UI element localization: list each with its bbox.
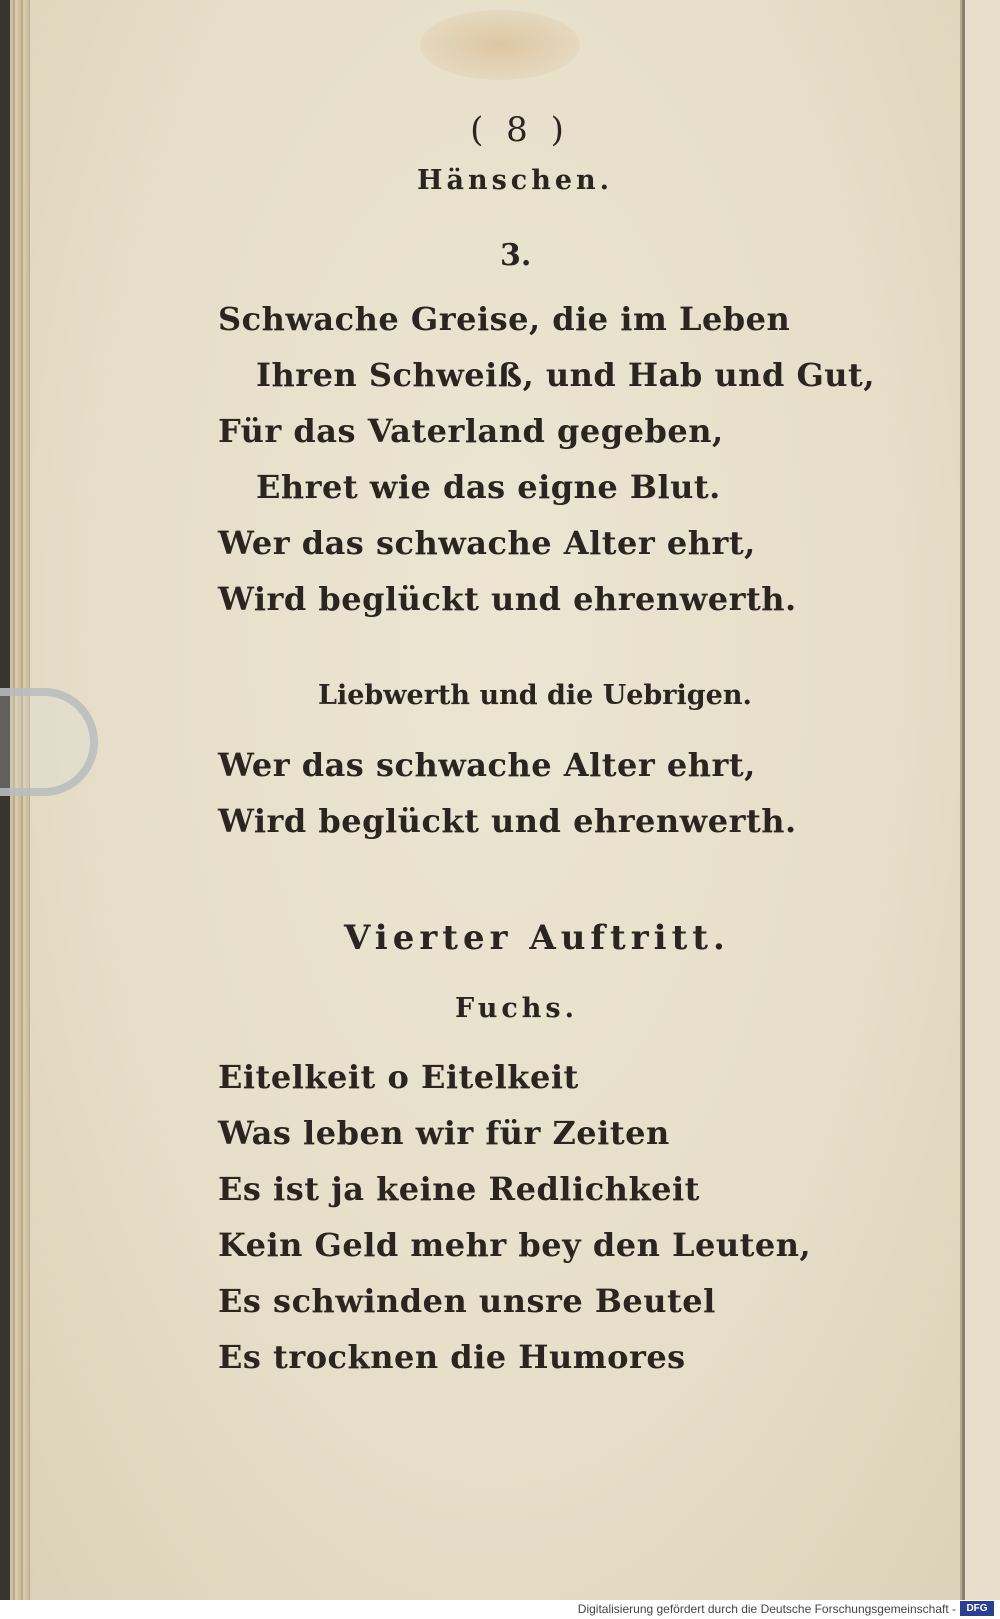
page-number: ( 8 ) xyxy=(470,110,570,150)
song-line: Es schwinden unsre Beutel xyxy=(218,1282,716,1320)
speaker-liebwerth: Liebwerth und die Uebrigen. xyxy=(318,680,752,711)
stanza-line: Ihren Schweiß, und Hab und Gut, xyxy=(256,356,875,394)
stanza-line: Wer das schwache Alter ehrt, xyxy=(218,524,756,562)
scene-heading: Vierter Auftritt. xyxy=(344,918,730,958)
song-line: Eitelkeit o Eitelkeit xyxy=(218,1058,579,1096)
chorus-line: Wer das schwache Alter ehrt, xyxy=(218,746,756,784)
speaker-haenschen: Hänschen. xyxy=(416,165,614,196)
stanza-line: Ehret wie das eigne Blut. xyxy=(256,468,721,506)
song-line: Es trocknen die Humores xyxy=(218,1338,686,1376)
stanza-number: 3. xyxy=(500,238,532,273)
paper-stain xyxy=(420,10,580,80)
footer-bar xyxy=(0,1600,1000,1619)
song-line: Es ist ja keine Redlichkeit xyxy=(218,1170,700,1208)
song-line: Was leben wir für Zeiten xyxy=(218,1114,670,1152)
chorus-line: Wird beglückt und ehrenwerth. xyxy=(218,802,797,840)
dfg-logo: DFG xyxy=(960,1601,994,1616)
facing-page-strip xyxy=(962,0,1000,1600)
speaker-fuchs: Fuchs. xyxy=(455,993,578,1024)
song-line: Kein Geld mehr bey den Leuten, xyxy=(218,1226,812,1264)
stanza-line: Wird beglückt und ehrenwerth. xyxy=(218,580,797,618)
stanza-line: Schwache Greise, die im Leben xyxy=(218,300,791,338)
stanza-line: Für das Vaterland gegeben, xyxy=(218,412,724,450)
footer-credit: Digitalisierung gefördert durch die Deutsche Forschungsgemeinschaft - xyxy=(577,1602,956,1616)
